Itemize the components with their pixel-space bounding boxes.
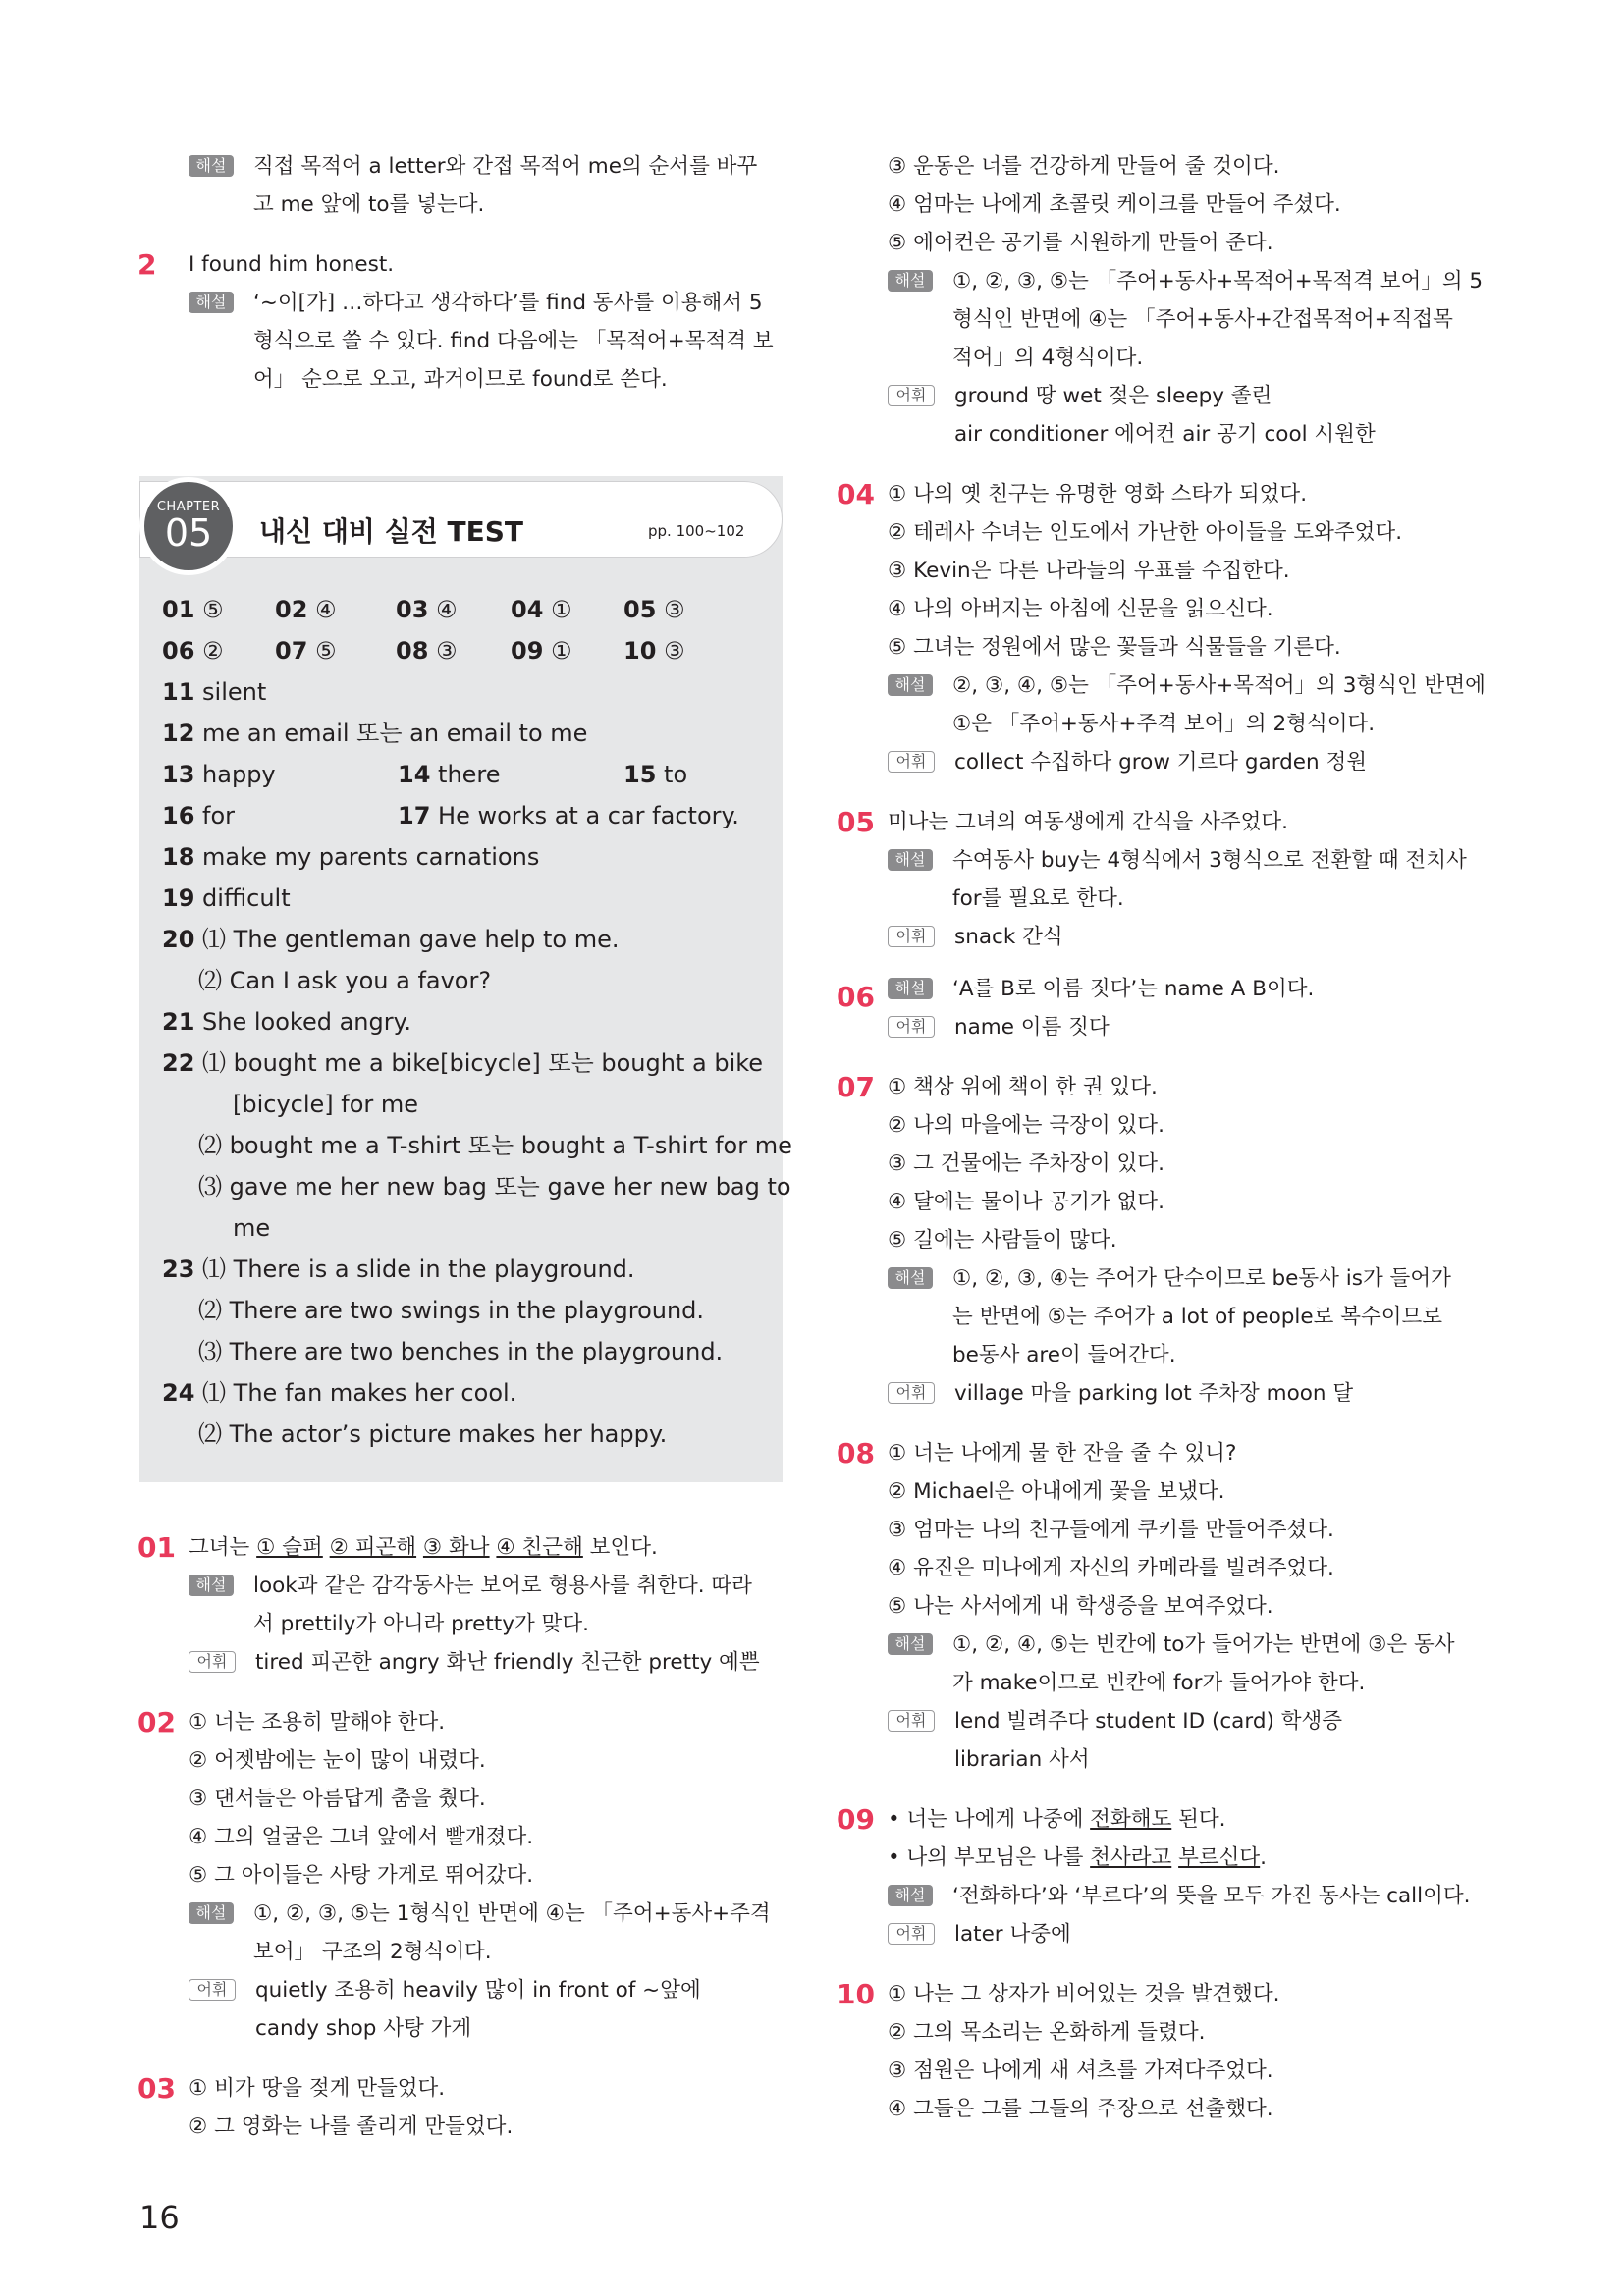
explain-tag: 해설 [888,849,933,871]
explain-tag: 해설 [189,292,234,313]
question-09: 09 • 너는 나에게 나중에 전화해도 된다. • 나의 부모님은 나를 천사라고 부르신다. 해설 ‘전화하다’와 ‘부르다’의 뜻을 모두 가진 동사는 call이다. 어휘 later 나중에 [837,1800,1485,1953]
vocab-tag: 어휘 [189,1651,236,1673]
explain-tag: 해설 [888,270,933,292]
answer-24: 24 ⑴ The fan makes her cool. [162,1379,517,1407]
explain-tag: 해설 [888,674,933,696]
answer-20: 20 ⑴ The gentleman gave help to me. [162,926,620,953]
question-03-cont: ③ 운동은 너를 건강하게 만들어 줄 것이다. ④ 엄마는 나에게 초콜릿 케이크를 만들어 주셨다. ⑤ 에어컨은 공기를 시원하게 만들어 준다. 해설 ①, ②, ③, ⑤는 「주어+동사+목적어+목적격 보어」의 5 형식인 반면에 ④는 「주어+동사+간접목적어+직접목 적어」의 4형식이다. 어휘 ground 땅 wet 젖은 sleepy 졸린 air conditioner 에어컨 air 공기 cool 시원한 [888,154,1484,447]
answer-22a-cont: [bicycle] for me [233,1091,419,1118]
q01-text: 그녀는 ① 슬퍼 ② 피곤해 ③ 화나 ④ 친근해 보인다. [189,1535,658,1560]
answer-row-16-17: 16 for 17 He works at a car factory. [162,802,739,829]
answer-11: 11 silent [162,678,267,706]
question-number: 09 [837,1803,875,1836]
vocab-tag: 어휘 [189,1979,236,2001]
question-02: 02 ① 너는 조용히 말해야 한다. ② 어젯밤에는 눈이 많이 내렸다. ③ 댄서들은 아름답게 춤을 췄다. ④ 그의 얼굴은 그녀 앞에서 빨개졌다. ⑤ 그 아이들은 사탕 가게로 뛰어갔다. 해설 ①, ②, ③, ⑤는 1형식인 반면에 ④는 「주어+동사+주격 보어」 구조의 2형식이다. 어휘 quietly 조용히 heavily 많이 in front of ~앞에 candy shop 사탕 가게 [137,1703,781,2048]
question-number: 08 [837,1437,875,1469]
question-06: 06 해설 ‘A를 B로 이름 짓다’는 name A B이다. 어휘 name 이름 짓다 [837,977,1315,1040]
answer-23: 23 ⑴ There is a slide in the playground. [162,1255,635,1283]
answer-20b: ⑵ Can I ask you a favor? [198,967,492,994]
item2-answer: I found him honest. [189,252,395,277]
question-08: 08 ① 너는 나에게 물 한 잔을 줄 수 있니? ② Michael은 아내에게 꽃을 보냈다. ③ 엄마는 나의 친구들에게 쿠키를 만들어주셨다. ④ 유진은 미나에게 자신의 카메라를 빌려주었다. ⑤ 나는 사서에게 내 학생증을 보여주었다. 해설 ①, ②, ④, ⑤는 빈칸에 to가 들어가는 반면에 ③은 동사 가 make이므로 빈칸에 for가 들어가야 한다. 어휘 lend 빌려주다 student ID (card) 학생증 librarian 사서 [837,1434,1485,1779]
left-column-top [137,147,781,399]
question-01: 01 그녀는 ① 슬퍼 ② 피곤해 ③ 화나 ④ 친근해 보인다. 해설 look과 같은 감각동사는 보어로 형용사를 취한다. 따라 서 prettily가 아니라 pretty가 맞다. 어휘 tired 피곤한 angry 화난 friendly 친근한 pretty 예쁜 [137,1528,781,1682]
item1-explain: 해설 직접 목적어 a letter와 간접 목적어 me의 순서를 바꾸 고 me 앞에 to를 넣는다. [137,147,781,224]
answer-22c: ⑶ gave me her new bag 또는 gave her new bag to [198,1173,791,1201]
question-04: 04 ① 나의 옛 친구는 유명한 영화 스타가 되었다. ② 테레사 수녀는 인도에서 가난한 아이들을 도와주었다. ③ Kevin은 다른 나라들의 우표를 수집한다. ④ 나의 아버지는 아침에 신문을 읽으신다. ⑤ 그녀는 정원에서 많은 꽃들과 식물들을 기른다. 해설 ②, ③, ④, ⑤는 「주어+동사+목적어」의 3형식인 반면에 ①은 「주어+동사+주격 보어」의 2형식이다. 어휘 collect 수집하다 grow 기르다 garden 정원 [837,475,1485,781]
vocab-tag: 어휘 [888,1710,935,1732]
question-number: 03 [137,2072,176,2105]
question-number: 10 [837,1978,875,2010]
vocab-tag: 어휘 [888,1016,935,1038]
vocab-tag: 어휘 [888,751,935,773]
explain-tag: 해설 [189,1575,234,1596]
explain-tag: 해설 [888,1885,933,1906]
chapter-badge: CHAPTER 05 [139,477,238,575]
question-03: 03 ① 비가 땅을 젖게 만들었다. ② 그 영화는 나를 졸리게 만들었다. [137,2069,781,2146]
question-number: 05 [837,806,875,838]
answer-18: 18 make my parents carnations [162,843,540,871]
item-number: 2 [137,248,157,281]
chapter-pages: pp. 100~102 [648,522,745,540]
explain-tag: 해설 [888,1633,933,1655]
left-column-bottom [137,1528,781,2146]
question-number: 04 [837,478,875,510]
vocab-tag: 어휘 [888,1923,935,1945]
page-number: 16 [139,2199,180,2236]
question-number: 06 [837,981,875,1013]
answer-key [162,589,792,1455]
answer-22c-cont: me [233,1214,271,1242]
explain-tag: 해설 [888,1267,933,1289]
answer-24b: ⑵ The actor’s picture makes her happy. [198,1420,668,1448]
explain-tag: 해설 [888,978,933,999]
answer-row-13-15: 13 happy 14 there 15 to [162,761,688,788]
answer-12: 12 me an email 또는 an email to me [162,720,588,747]
right-column [837,147,1485,2128]
answer-22b: ⑵ bought me a T-shirt 또는 bought a T-shirt for me [198,1132,792,1159]
answer-19: 19 difficult [162,884,291,912]
question-number: 07 [837,1071,875,1103]
question-05: 05 미나는 그녀의 여동생에게 간식을 사주었다. 해설 수여동사 buy는 4형식에서 3형식으로 전환할 때 전치사 for를 필요로 한다. 어휘 snack 간식 [837,803,1485,956]
question-number: 01 [137,1531,176,1564]
answer-row-2: 06 ② 07 ⑤ 08 ③ 09 ① 10 ③ [162,637,685,665]
answer-22: 22 ⑴ bought me a bike[bicycle] 또는 bought a bike [162,1049,764,1077]
question-number: 02 [137,1706,176,1738]
question-07: 07 ① 책상 위에 책이 한 권 있다. ② 나의 마을에는 극장이 있다. ③ 그 건물에는 주차장이 있다. ④ 달에는 물이나 공기가 없다. ⑤ 길에는 사람들이 많다. 해설 ①, ②, ③, ④는 주어가 단수이므로 be동사 is가 들어가 는 반면에 ⑤는 주어가 a lot of people로 복수이므로 be동사 are이 들어간다. 어휘 village 마을 parking lot 주차장 moon 달 [837,1068,1485,1413]
answer-21: 21 She looked angry. [162,1008,412,1036]
explain-tag: 해설 [189,1902,234,1924]
answer-23c: ⑶ There are two benches in the playground. [198,1338,724,1365]
vocab-tag: 어휘 [888,1382,935,1404]
vocab-tag: 어휘 [888,385,935,406]
chapter-title: 내신 대비 실전 TEST [259,515,524,548]
answer-23b: ⑵ There are two swings in the playground. [198,1297,705,1324]
explain-tag: 해설 [189,155,234,177]
item2: 2 I found him honest. 해설 ‘~이[가] …하다고 생각하다’를 find 동사를 이용해서 5 형식으로 쓸 수 있다. find 다음에는 「목적어+목적격 보 어」 순으로 오고, 과거이므로 found로 쓴다. [137,245,781,399]
vocab-tag: 어휘 [888,926,935,947]
answer-row-1: 01 ⑤ 02 ④ 03 ④ 04 ① 05 ③ [162,596,685,623]
question-10: 10 ① 나는 그 상자가 비어있는 것을 발견했다. ② 그의 목소리는 온화하게 들렸다. ③ 점원은 나에게 새 셔츠를 가져다주었다. ④ 그들은 그를 그들의 주장으로 선출했다. [837,1975,1485,2128]
